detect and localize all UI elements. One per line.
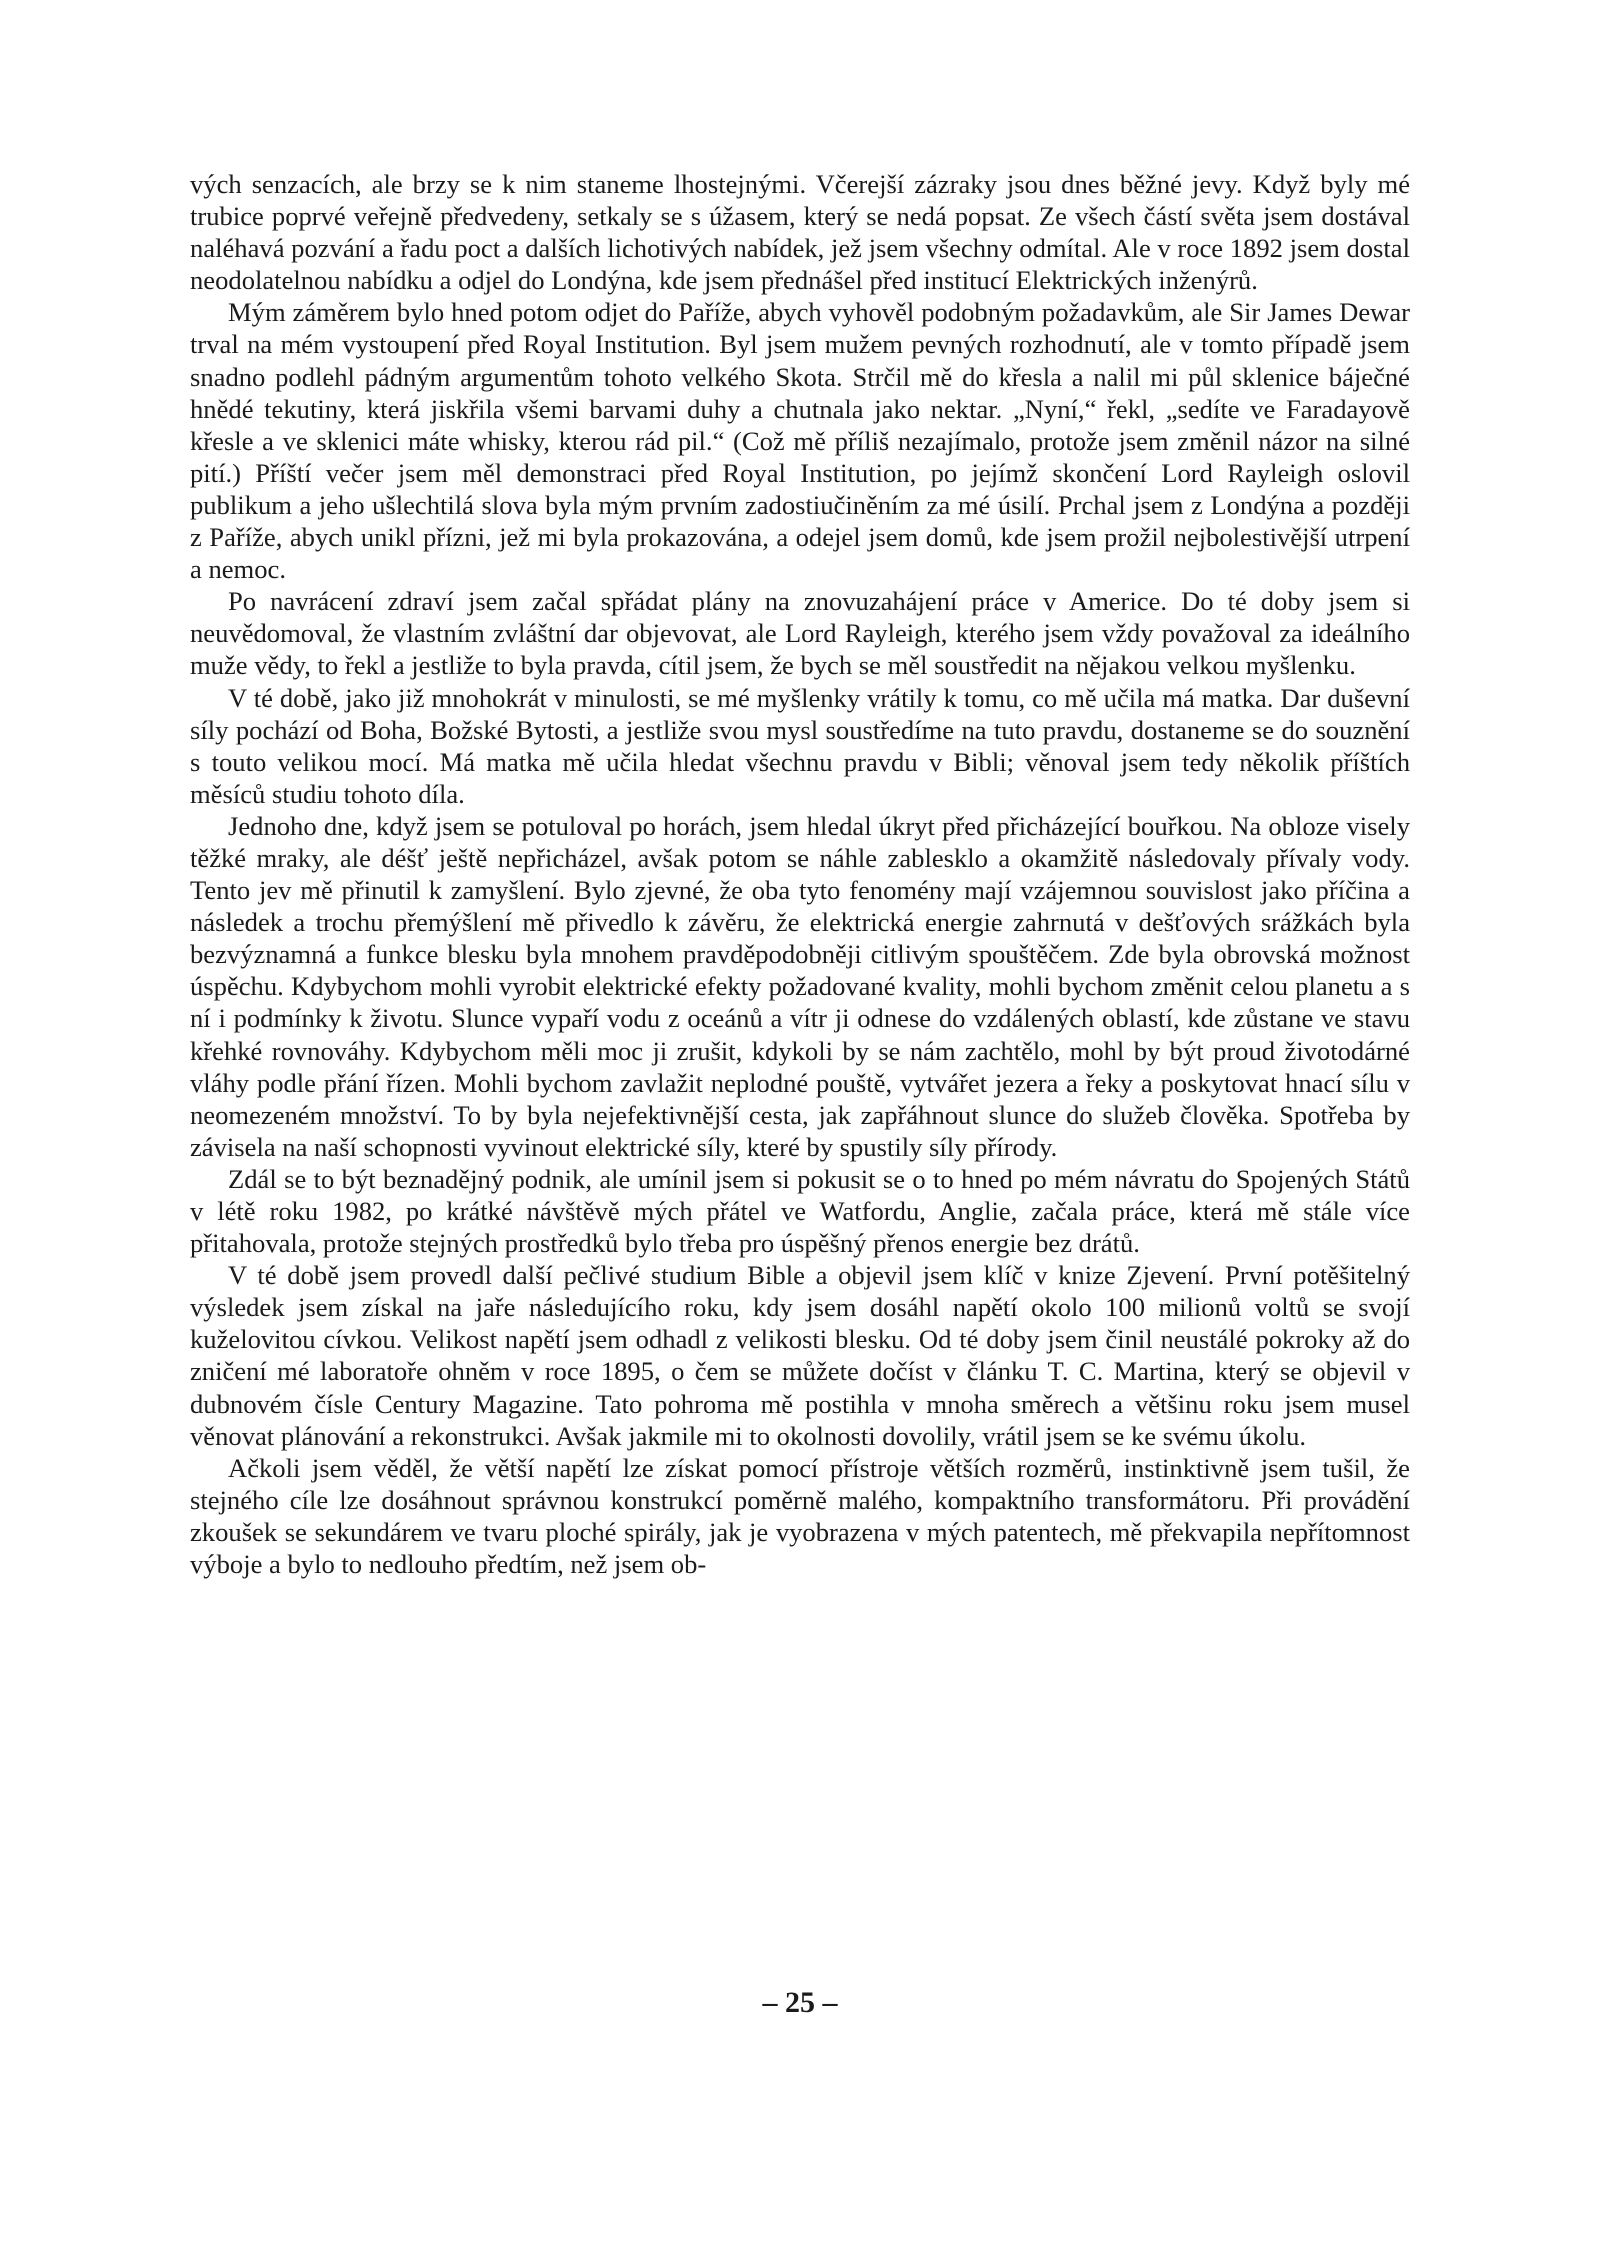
paragraph-1: vých senzacích, ale brzy se k nim staneme lhostejnými. Včerejší zázraky jsou dnes běžné jevy. Když byly mé trubice poprvé veřejně předvedeny, setkaly se s úžasem, který se nedá popsat. Ze všech částí světa jsem dostával naléhavá pozvání a řadu poct a dalších lichotivých nabídek, jež jsem všechny odmítal. Ale v roce 1892 jsem dostal neodolatelnou nabídku a odjel do Londýna, kde jsem přednášel před institucí Elektrických inženýrů. xyxy=(190,169,1410,296)
page-number: – 25 – xyxy=(762,1986,838,2019)
body-text xyxy=(190,168,1410,1580)
paragraph-3: Po navrácení zdraví jsem začal spřádat plány na znovuzahájení práce v Americe. Do té doby jsem si neuvědomoval, že vlastním zvláštní dar objevovat, ale Lord Rayleigh, kterého jsem vždy považoval za ideálního muže vědy, to řekl a jestliže to byla pravda, cítil jsem, že bych se měl soustředit na nějakou velkou myšlenku. xyxy=(190,586,1410,681)
paragraph-7: V té době jsem provedl další pečlivé studium Bible a objevil jsem klíč v knize Zjevení. První potěšitelný výsledek jsem získal na jaře následujícího roku, kdy jsem dosáhl napětí okolo 100 milionů voltů se svojí kuželovitou cívkou. Velikost napětí jsem odhadl z velikosti blesku. Od té doby jsem činil neustálé pokroky až do zničení mé laboratoře ohněm v roce 1895, o čem se můžete dočíst v článku T. C. Martina, který se objevil v dubnovém čísle Century Magazine. Tato pohroma mě postihla v mnoha směrech a většinu roku jsem musel věnovat plánování a rekonstrukci. Avšak jakmile mi to okolnosti dovolily, vrátil jsem se ke svému úkolu. xyxy=(190,1260,1410,1451)
paragraph-4: V té době, jako již mnohokrát v minulosti, se mé myšlenky vrátily k tomu, co mě učila má matka. Dar duševní síly pochází od Boha, Božské Bytosti, a jestliže svou mysl soustředíme na tuto pravdu, dostaneme se do souznění s touto velikou mocí. Má matka mě učila hledat všechnu pravdu v Bibli; věnoval jsem tedy několik příštích měsíců studiu tohoto díla. xyxy=(190,682,1410,809)
paragraph-6: Zdál se to být beznadějný podnik, ale umínil jsem si pokusit se o to hned po mém návratu do Spojených Států v létě roku 1982, po krátké návštěvě mých přátel ve Watfordu, Anglie, začala práce, která mě stále více přitahovala, protože stejných prostředků bylo třeba pro úspěšný přenos energie bez drátů. xyxy=(190,1163,1410,1259)
paragraph-8: Ačkoli jsem věděl, že větší napětí lze získat pomocí přístroje větších rozměrů, instinktivně jsem tušil, že stejného cíle lze dosáhnout správnou konstrukcí poměrně malého, kompaktního transformátoru. Při provádění zkoušek se sekundárem ve tvaru ploché spirály, jak je vyobrazena v mých patentech, mě překvapila nepřítomnost výboje a bylo to nedlouho předtím, než jsem ob- xyxy=(190,1452,1410,1580)
paragraph-2: Mým záměrem bylo hned potom odjet do Paříže, abych vyhověl podobným požadavkům, ale Sir James Dewar trval na mém vystoupení před Royal Institution. Byl jsem mužem pevných rozhodnutí, ale v tomto případě jsem snadno podlehl pádným argumentům tohoto velkého Skota. Strčil mě do křesla a nalil mi půl sklenice báječné hnědé tekutiny, která jiskřila všemi barvami duhy a chutnala jako nektar. „Nyní,“ řekl, „sedíte ve Faradayově křesle a ve sklenici máte whisky, kterou rád pil.“ (Což mě příliš nezajímalo, protože jsem změnil názor na silné pití.) Příští večer jsem měl demonstraci před Royal Institution, po jejímž skončení Lord Rayleigh oslovil publikum a jeho ušlechtilá slova byla mým prvním zadostiučiněním za mé úsilí. Prchal jsem z Londýna a později z Paříže, abych unikl přízni, jež mi byla prokazována, a odejel jsem domů, kde jsem prožil nejbolestivější utrpení a nemoc. xyxy=(190,297,1410,585)
paragraph-5: Jednoho dne, když jsem se potuloval po horách, jsem hledal úkryt před přicházející bouřkou. Na obloze visely těžké mraky, ale déšť ještě nepřicházel, avšak potom se náhle zablesklo a okamžitě následovaly přívaly vody. Tento jev mě přinutil k zamyšlení. Bylo zjevné, že oba tyto fenomény mají vzájemnou souvislost jako příčina a následek a trochu přemýšlení mě přivedlo k závěru, že elektrická energie zahrnutá v dešťových srážkách byla bezvýznamná a funkce blesku byla mnohem pravděpodobněji citlivým spouštěčem. Zde byla obrovská možnost úspěchu. Kdybychom mohli vyrobit elektrické efekty požadované kvality, mohli bychom změnit celou planetu a s ní i podmínky k životu. Slunce vypaří vodu z oceánů a vítr ji odnese do vzdálených oblastí, kde zůstane ve stavu křehké rovnováhy. Kdybychom měli moc ji zrušit, kdykoli by se nám zachtělo, mohl by být proud životodárné vláhy podle přání řízen. Mohli bychom zavlažit neplodné pouště, vytvářet jezera a řeky a poskytovat hnací sílu v neomezeném množství. To by byla nejefektivnější cesta, jak zapřáhnout slunce do služeb člověka. Spotřeba by závisela na naší schopnosti vyvinout elektrické síly, které by spustily síly přírody. xyxy=(190,810,1410,1162)
